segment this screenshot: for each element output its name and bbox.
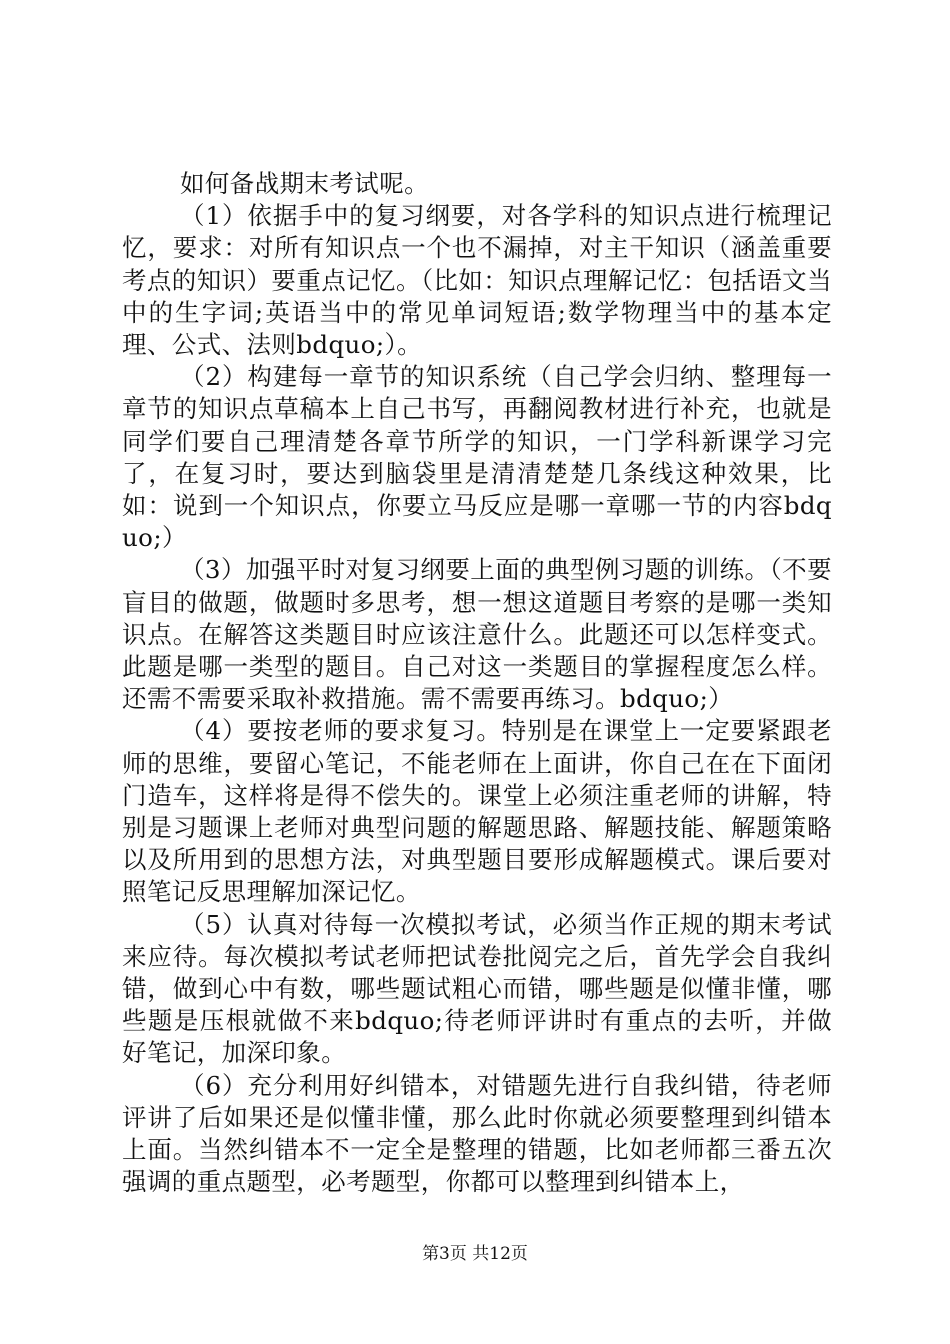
paragraph-3: （3）加强平时对复习纲要上面的典型例习题的训练。（不要盲目的做题，做题时多思考，想一想这道题目考察的是哪一类知识点。在解答这类题目时应该注意什么。此题还可以怎样变式。此题是哪一类型的题目。自己对这一类题目的掌握程度怎么样。还需不需要采取补救措施。需不需要再练习。bdquo;） [122,555,832,714]
paragraph-2: （2）构建每一章节的知识系统（自己学会归纳、整理每一章节的知识点草稿本上自己书写，再翻阅教材进行补充，也就是同学们要自己理清楚各章节所学的知识，一门学科新课学习完了，在复习时，要达到脑袋里是清清楚楚几条线这种效果，比如：说到一个知识点，你要立马反应是哪一章哪一节的内容bdquo;） [122,362,832,553]
paragraph-5: （5）认真对待每一次模拟考试，必须当作正规的期末考试来应待。每次模拟考试老师把试卷批阅完之后，首先学会自我纠错，做到心中有数，哪些题试粗心而错，哪些题是似懂非懂，哪些题是压根就做不来bdquo;待老师评讲时有重点的去听，并做好笔记，加深印象。 [122,909,832,1068]
page-footer: 第3页 共12页 [422,1244,528,1264]
document-body [122,168,832,1199]
paragraph-intro: 如何备战期末考试呢。 [180,169,429,198]
paragraph-6: （6）充分利用好纠错本，对错题先进行自我纠错，待老师评讲了后如果还是似懂非懂，那么此时你就必须要整理到纠错本上面。当然纠错本不一定全是整理的错题，比如老师都三番五次强调的重点题型，必考题型，你都可以整理到纠错本上， [122,1070,832,1197]
paragraph-1: （1）依据手中的复习纲要，对各学科的知识点进行梳理记忆，要求：对所有知识点一个也不漏掉，对主干知识（涵盖重要考点的知识）要重点记忆。（比如：知识点理解记忆：包括语文当中的生字词;英语当中的常见单词短语;数学物理当中的基本定理、公式、法则bdquo;）。 [122,201,832,360]
paragraph-4: （4）要按老师的要求复习。特别是在课堂上一定要紧跟老师的思维，要留心笔记，不能老师在上面讲，你自己在在下面闭门造车，这样将是得不偿失的。课堂上必须注重老师的讲解，特别是习题课上老师对典型问题的解题思路、解题技能、解题策略以及所用到的思想方法，对典型题目要形成解题模式。课后要对照笔记反思理解加深记忆。 [122,716,832,907]
